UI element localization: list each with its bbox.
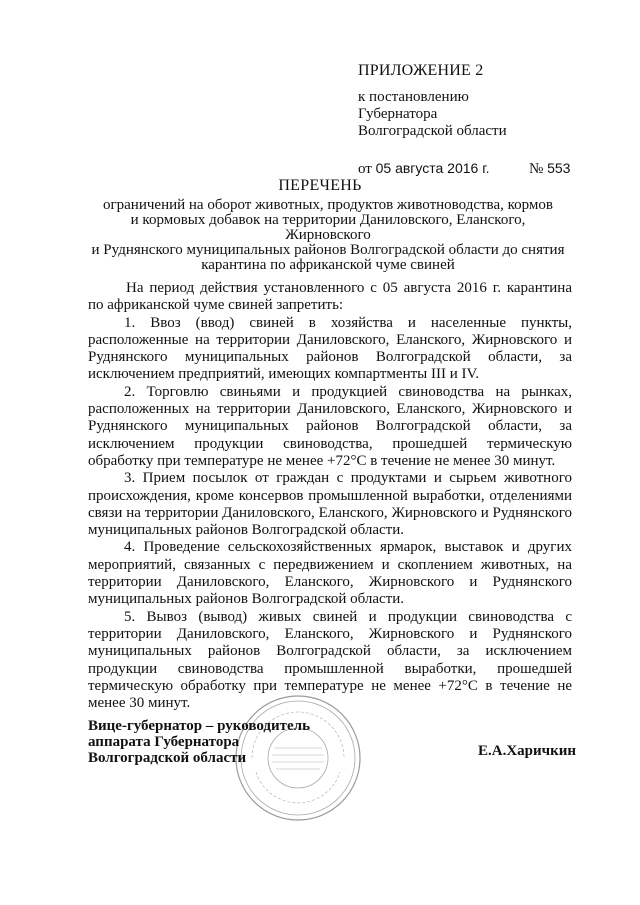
- intro-paragraph: На период действия установленного с 05 августа 2016 г. карантина по африканской чуме свиней запретить:: [88, 280, 572, 314]
- decree-date-line: [358, 160, 588, 178]
- position-line-2: аппарата Губернатора: [88, 734, 240, 750]
- decree-date: 05 августа 2016 г.: [375, 160, 490, 176]
- list-item-4: 4. Проведение сельскохозяйственных ярмарок, выставок и других мероприятий, связанных с передвижением и скоплением животных, на территории Даниловского, Еланского, Жирновского и Руднянского муниципальных районов Волгоградской области.: [88, 539, 572, 608]
- appendix-title: ПРИЛОЖЕНИЕ 2: [358, 62, 484, 79]
- date-prefix: от: [358, 161, 372, 177]
- subtitle-line-4: карантина по африканской чуме свиней: [201, 257, 455, 273]
- number-sign: №: [529, 161, 544, 177]
- document-heading: ПЕРЕЧЕНЬ: [278, 177, 362, 194]
- document-body: [88, 280, 572, 712]
- signature-position: [88, 718, 310, 766]
- appendix-ref-line-3: Волгоградской области: [358, 123, 507, 139]
- appendix-ref-line-2: Губернатора: [358, 106, 438, 122]
- appendix-header: [358, 62, 588, 178]
- subtitle-line-3: и Руднянского муниципальных районов Волгоградской области до снятия: [91, 242, 565, 258]
- signatory-name: Е.А.Харичкин: [478, 743, 577, 759]
- position-line-1: Вице-губернатор – руководитель: [88, 718, 311, 734]
- decree-number: 553: [547, 160, 571, 176]
- list-item-1: 1. Ввоз (ввод) свиней в хозяйства и населенные пункты, расположенные на территории Даниловского, Еланского, Жирновского и Руднянского муниципальных районов Волгоградской области, за исключением предприятий, имеющих компартменты III и IV.: [88, 314, 572, 383]
- position-line-3: Волгоградской области: [88, 750, 247, 766]
- list-item-3: 3. Прием посылок от граждан с продуктами и сырьем животного происхождения, кроме консервов промышленной выработки, отделениями связи на территории Даниловского, Еланского, Жирновского и Руднянского муниципальных районов Волгоградской области.: [88, 470, 572, 539]
- subtitle-line-2: и кормовых добавок на территории Даниловского, Еланского, Жирновского: [130, 212, 526, 243]
- list-item-5: 5. Вывоз (вывод) живых свиней и продукции свиноводства с территории Даниловского, Еланского, Жирновского и Руднянского муниципальных районов Волгоградской области, за исключением продукции свиноводства промышленной выработки, прошедшей термическую обработку при температуре не менее +72°С в течение не менее 30 минут.: [88, 608, 572, 712]
- document-subtitle: [88, 198, 568, 273]
- appendix-ref-line-1: к постановлению: [358, 89, 469, 105]
- subtitle-line-1: ограничений на оборот животных, продуктов животноводства, кормов: [103, 197, 553, 213]
- list-item-2: 2. Торговлю свиньями и продукцией свиноводства на рынках, расположенных на территории Даниловского, Еланского, Жирновского и Руднянского муниципальных районов Волгоградской области, за исключением продукции свиноводства, прошедшей термическую обработку при температуре не менее +72°С в течение не менее 30 минут.: [88, 383, 572, 469]
